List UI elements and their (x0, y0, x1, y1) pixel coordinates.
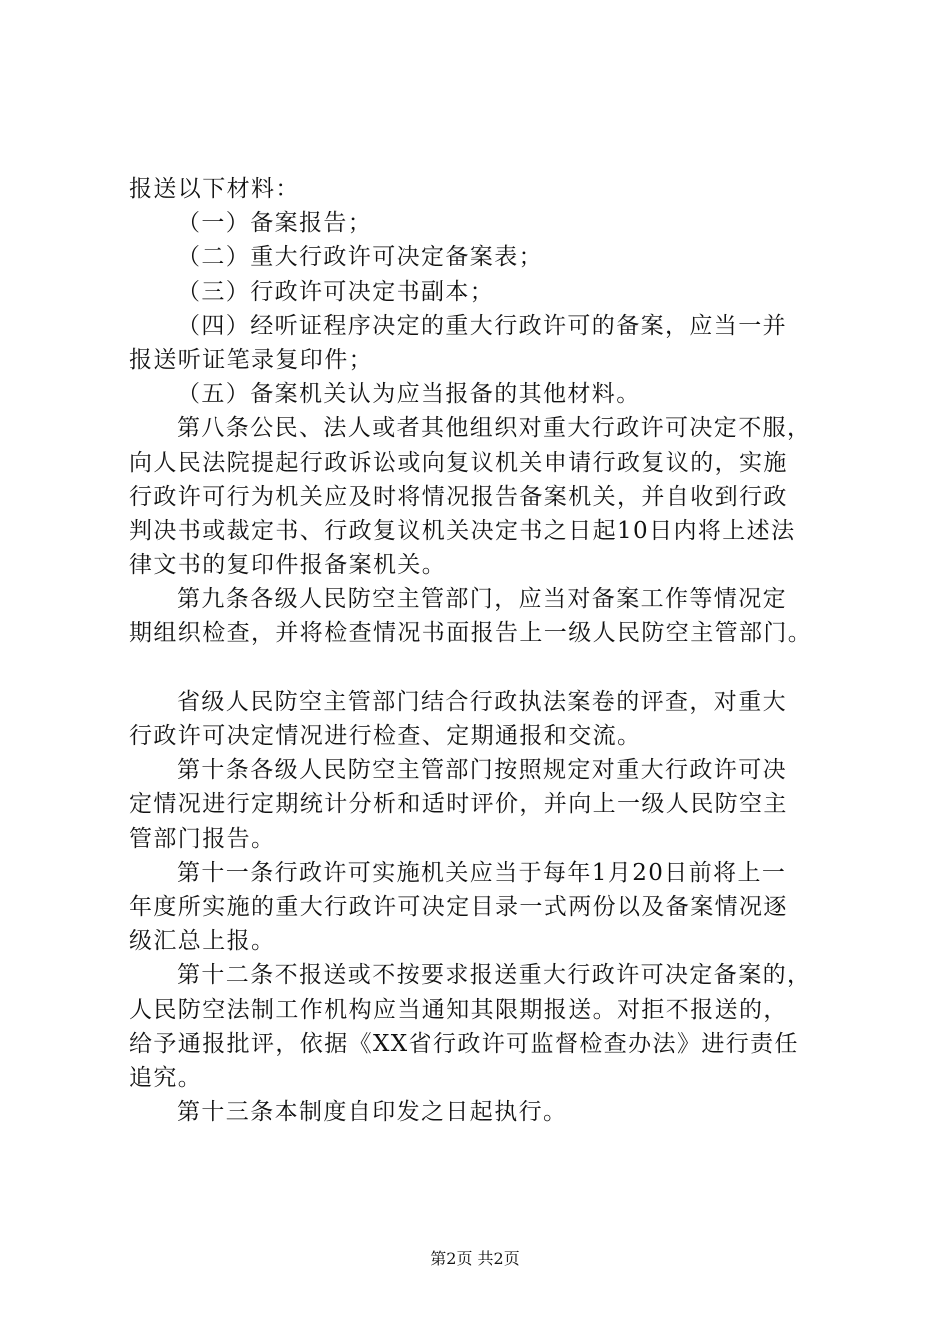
text-line: 向人民法院提起行政诉讼或向复议机关申请行政复议的，实施 (129, 449, 788, 476)
text-line: 追究。 (129, 1064, 203, 1091)
text-line: （三）行政许可决定书副本； (177, 278, 495, 305)
text-line: （五）备案机关认为应当报备的其他材料。 (177, 381, 641, 408)
text-line: 行政许可决定情况进行检查、定期通报和交流。 (129, 723, 642, 749)
text-line: 报送以下材料： (129, 176, 300, 202)
paragraph-gap (129, 651, 825, 685)
text-line: 第十三条本制度自印发之日起执行。 (177, 1099, 568, 1126)
text-line: 给予通报批评，依据《XX省行政许可监督检查办法》进行责任 (129, 1030, 799, 1057)
text-line: 第八条公民、法人或者其他组织对重大行政许可决定不服， (177, 415, 812, 442)
text-line: 律文书的复印件报备案机关。 (129, 552, 447, 579)
text-line: 管部门报告。 (129, 825, 276, 852)
text-line: 第十一条行政许可实施机关应当于每年1月20日前将上一 (177, 859, 787, 886)
text-line: 判决书或裁定书、行政复议机关决定书之日起10日内将上述法 (129, 517, 796, 544)
text-line: 行政许可行为机关应及时将情况报告备案机关，并自收到行政 (129, 483, 788, 510)
text-line: 报送听证笔录复印件； (129, 346, 373, 373)
text-line: 省级人民防空主管部门结合行政执法案卷的评查，对重大 (177, 688, 787, 715)
page-footer (0, 1246, 950, 1269)
text-line: 级汇总上报。 (129, 928, 276, 955)
text-line: 年度所实施的重大行政许可决定目录一式两份以及备案情况逐 (129, 893, 788, 920)
text-line: （一）备案报告； (177, 210, 373, 237)
text-line: 第十条各级人民防空主管部门按照规定对重大行政许可决 (177, 757, 787, 784)
document-body (129, 172, 825, 1129)
text-line: 期组织检查，并将检查情况书面报告上一级人民防空主管部门。 (129, 620, 813, 647)
text-line: （四）经听证程序决定的重大行政许可的备案，应当一并 (177, 312, 787, 339)
text-line: 第九条各级人民防空主管部门，应当对备案工作等情况定 (177, 586, 787, 613)
text-line: 定情况进行定期统计分析和适时评价，并向上一级人民防空主 (129, 791, 788, 818)
text-line: 第十二条不报送或不按要求报送重大行政许可决定备案的， (177, 962, 812, 989)
page-number-label: 第2页 共2页 (430, 1249, 520, 1268)
text-line: （二）重大行政许可决定备案表； (177, 244, 543, 271)
text-line: 人民防空法制工作机构应当通知其限期报送。对拒不报送的， (129, 996, 788, 1023)
